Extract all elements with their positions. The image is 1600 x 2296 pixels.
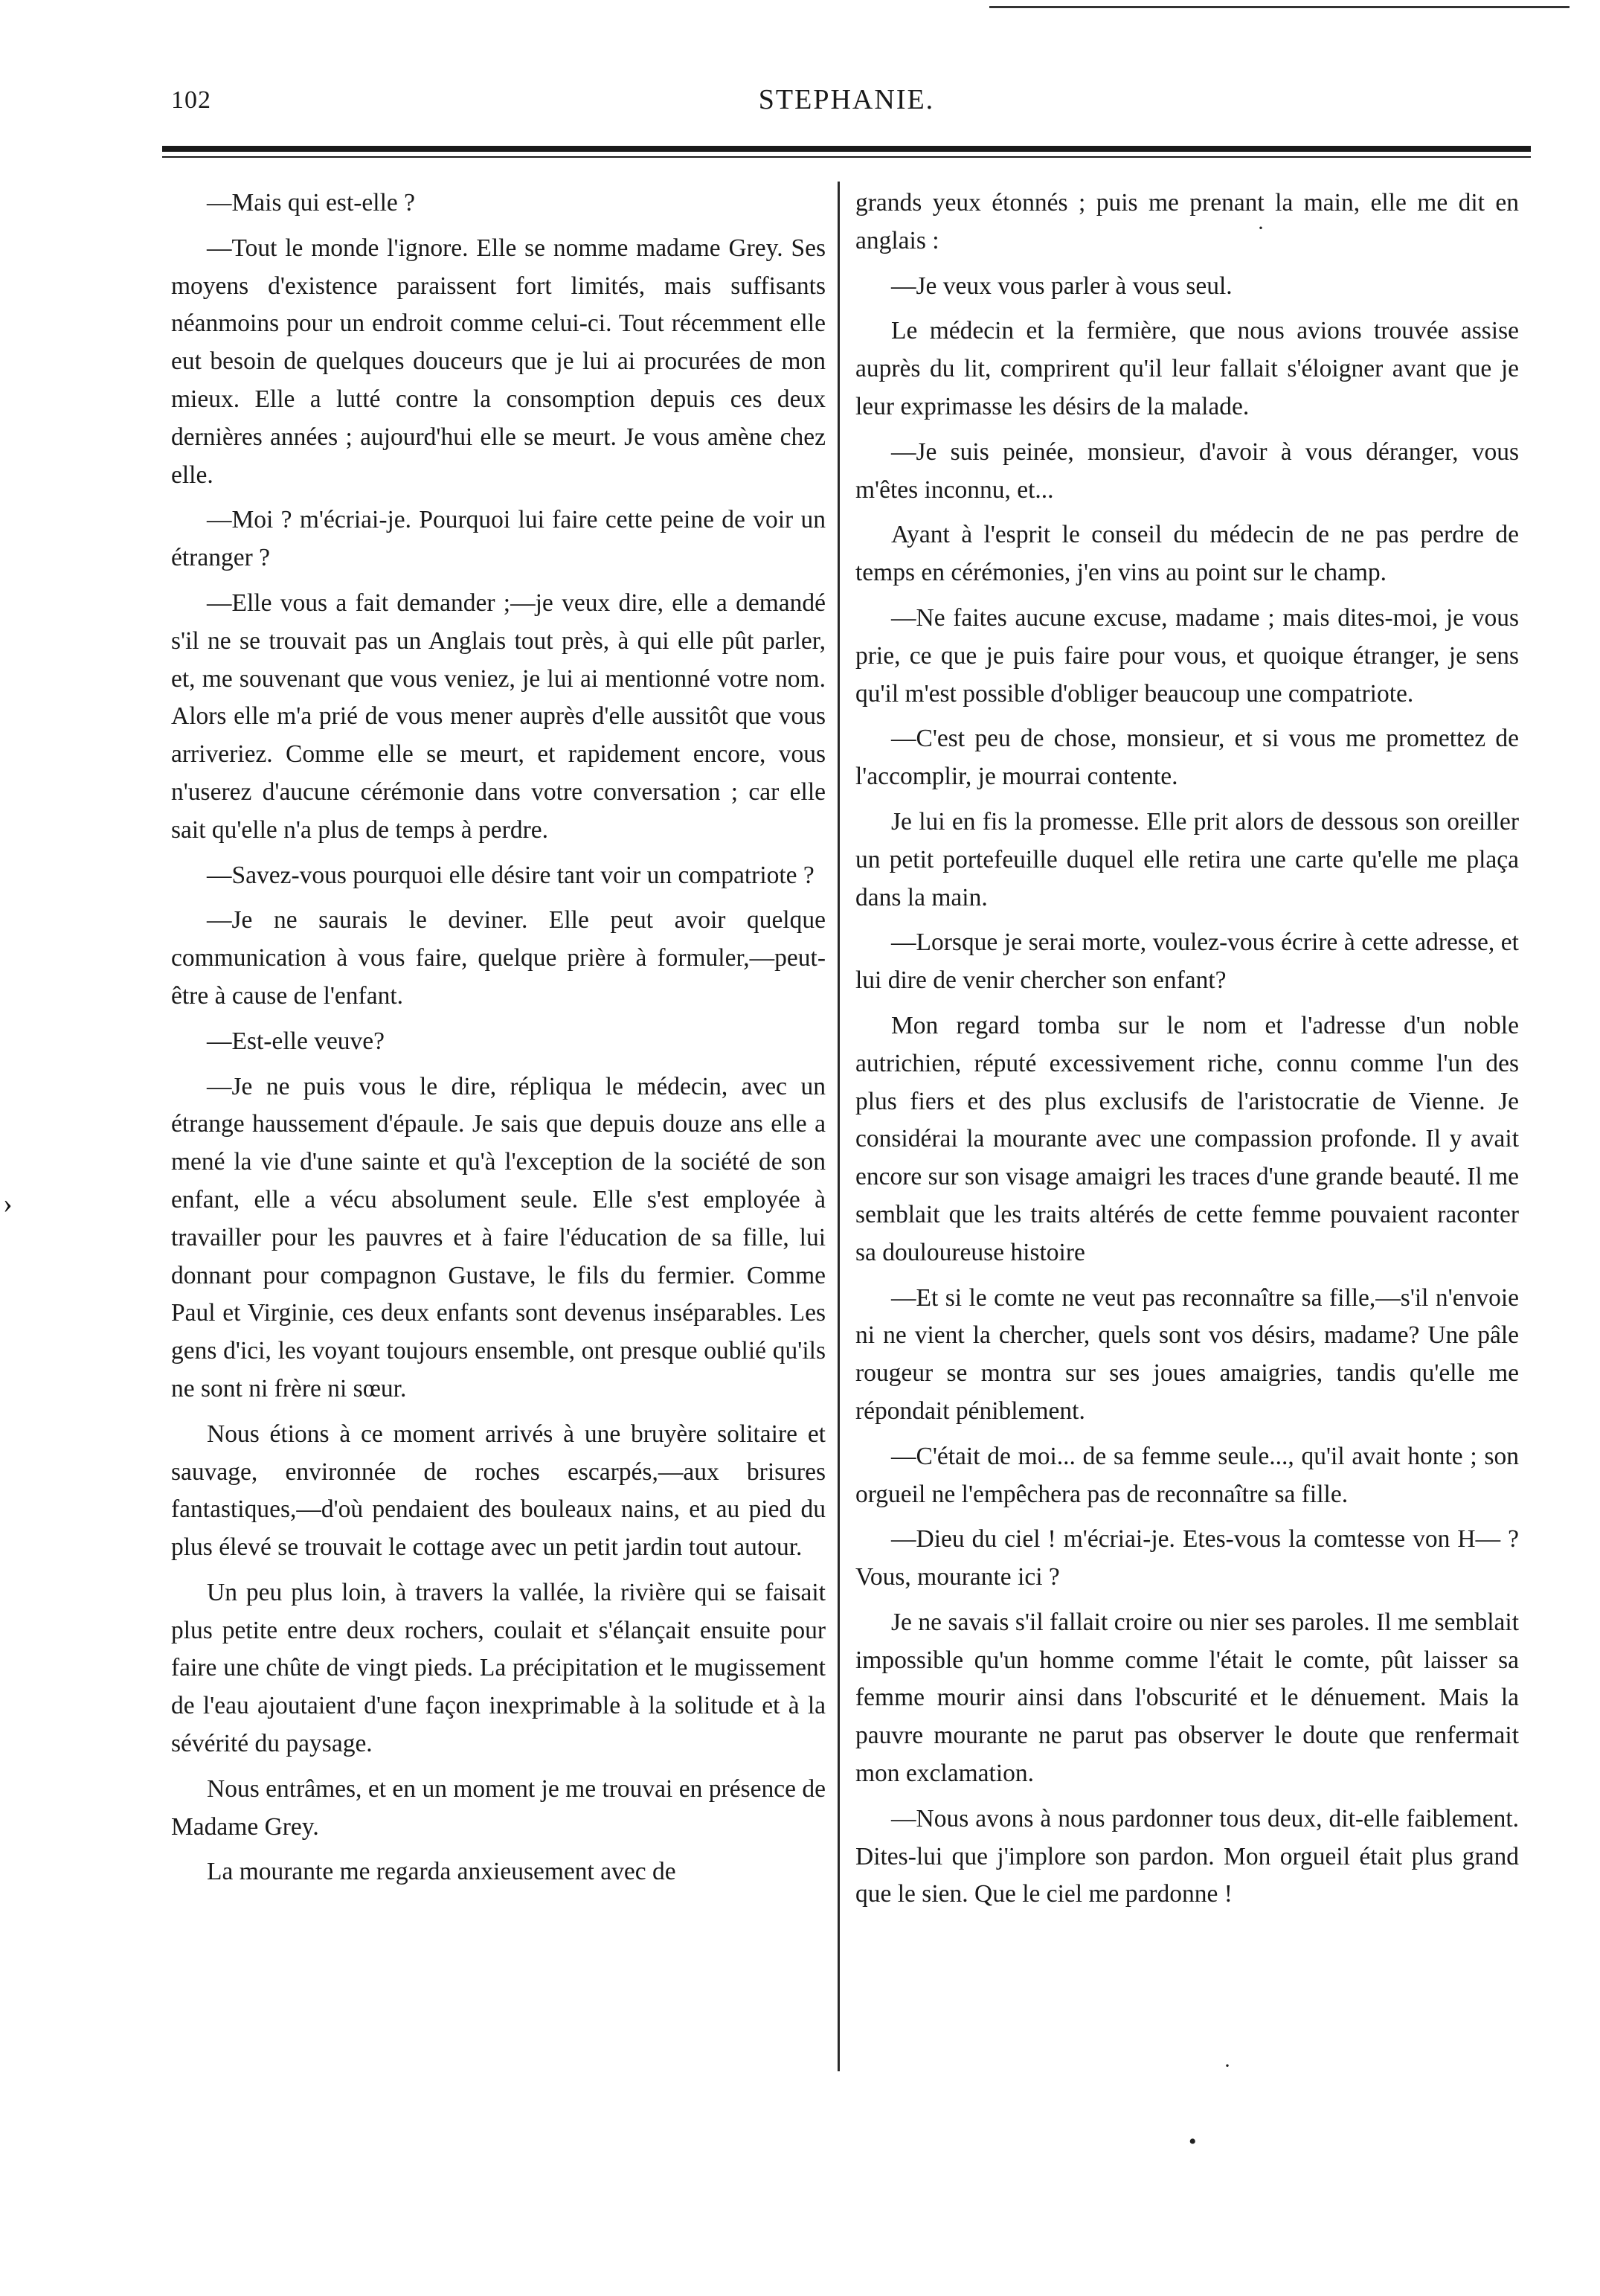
header-rule-thick — [162, 146, 1531, 152]
paragraph: —Nous avons à nous pardonner tous deux, dit-elle faiblement. Dites-lui que j'implore son pardon. Mon orgueil était plus grand que le sien. Que le ciel me pardonne ! — [855, 1804, 1519, 1908]
paragraph: —Lorsque je serai morte, voulez-vous écrire à cette adresse, et lui dire de venir chercher son enfant? — [855, 929, 1519, 995]
paragraph: —Moi ? m'écriai-je. Pourquoi lui faire cette peine de voir un étranger ? — [171, 506, 826, 572]
top-edge-rule — [989, 6, 1570, 8]
page-header — [162, 80, 1531, 125]
paragraph: —Je ne puis vous le dire, répliqua le médecin, avec un étrange haussement d'épaule. Je sais que depuis douze ans elle a mené la vie d'une sainte et qu'à l'exception de la société de son enfant, elle a vécu absolument seule. Elle s'est employée à travailler pour les pauvres et à faire l'éducation de sa fille, lui donnant pour compagnon Gustave, le fils du fermier. Comme Paul et Virginie, ces deux enfants sont devenus inséparables. Les gens d'ici, les voyant toujours ensemble, ont presque oublié qu'ils ne sont ni frère ni sœur. — [171, 1072, 826, 1402]
header-rule-thin — [162, 156, 1531, 158]
paragraph: Nous étions à ce moment arrivés à une bruyère solitaire et sauvage, environnée de roches escarpés,—aux brisures fantastiques,—d'où pendaient des bouleaux nains, et au pied du plus élevé se trouvait le cottage avec un petit jardin tout autour. — [171, 1420, 826, 1562]
speck-mark: · — [1224, 2053, 1231, 2078]
right-column — [855, 185, 1519, 2089]
paragraph: —Elle vous a fait demander ;—je veux dire, elle a demandé s'il ne se trouvait pas un Anglais tout près, à qui elle pût parler, et, me souvenant que vous veniez, je lui ai mentionné votre nom. Alors elle m'a prié de vous mener auprès d'elle aussitôt que vous arriveriez. Comme elle se meurt, et rapidement encore, vous n'userez d'aucune cérémonie dans votre conversation ; car elle sait qu'elle n'a plus de temps à perdre. — [171, 589, 826, 844]
running-title: STEPHANIE. — [758, 84, 935, 115]
paragraph: Je lui en fis la promesse. Elle prit alors de dessous son oreiller un petit portefeuille duquel elle retira une carte qu'elle me plaça dans la main. — [855, 807, 1519, 911]
paragraph: Le médecin et la fermière, que nous avions trouvée assise auprès du lit, comprirent qu'il leur fallait s'éloigner avant que je leur exprimasse les désirs de la malade. — [855, 317, 1519, 420]
paragraph: —Tout le monde l'ignore. Elle se nomme madame Grey. Ses moyens d'existence paraissent fort limités, mais suffisants néanmoins pour un endroit comme celui-ci. Tout récemment elle eut besoin de quelques douceurs que je lui ai procurées de mon mieux. Elle a lutté contre la consomption depuis ces deux dernières années ; aujourd'hui elle se meurt. Je vous amène chez elle. — [171, 234, 826, 489]
page-number: 102 — [171, 86, 211, 114]
paragraph: —Mais qui est-elle ? — [207, 189, 416, 217]
paragraph: —Et si le comte ne veut pas reconnaître sa fille,—s'il n'envoie ni ne vient la chercher, quels sont vos désirs, madame? Une pâle rougeur se montra sur ses joues amaigries, tandis qu'elle me répondait péniblement. — [855, 1283, 1519, 1425]
column-divider — [838, 182, 840, 2071]
paragraph: —Ne faites aucune excuse, madame ; mais dites-moi, je vous prie, ce que je puis faire pour vous, et quoique étranger, je sens qu'il m'est possible d'obliger beaucoup une compatriote. — [855, 603, 1519, 708]
paragraph: —C'était de moi... de sa femme seule..., qu'il avait honte ; son orgueil ne l'empêchera pas de reconnaître sa fille. — [855, 1442, 1519, 1508]
paragraph: —Est-elle veuve? — [207, 1027, 385, 1055]
paragraph: Nous entrâmes, et en un moment je me trouvai en présence de Madame Grey. — [171, 1774, 826, 1841]
paragraph: La mourante me regarda anxieusement avec de — [207, 1858, 676, 1886]
paragraph: Un peu plus loin, à travers la vallée, la rivière qui se faisait plus petite entre deux rochers, coulait et s'élançait ensuite pour faire une chûte de vingt pieds. La précipitation et le mugissement de l'eau ajoutaient d'une façon inexprimable à la solitude et à la sévérité du paysage. — [171, 1578, 826, 1758]
paragraph: —Je veux vous parler à vous seul. — [891, 272, 1233, 300]
left-column — [171, 185, 826, 2089]
paragraph: —Je ne saurais le deviner. Elle peut avoir quelque communication à vous faire, quelque prière à formuler,—peut-être à cause de l'enfant. — [171, 906, 826, 1010]
paragraph: —C'est peu de chose, monsieur, et si vous me promettez de l'accomplir, je mourrai contente. — [855, 725, 1519, 791]
paragraph: —Savez-vous pourquoi elle désire tant voir un compatriote ? — [207, 861, 815, 889]
paragraph: Je ne savais s'il fallait croire ou nier ses paroles. Il me semblait impossible qu'un homme comme l'était le comte, pût laisser sa femme mourir ainsi dans l'obscurité et le dénuement. Mais la pauvre mourante ne parut pas observer le doute que renfermait mon exclamation. — [855, 1608, 1519, 1788]
speck-mark: · — [1257, 216, 1265, 240]
paragraph: Ayant à l'esprit le conseil du médecin de ne pas perdre de temps en cérémonies, j'en vins au point sur le champ. — [855, 521, 1519, 587]
speck-mark: • — [1189, 2129, 1197, 2154]
paragraph: —Dieu du ciel ! m'écriai-je. Etes-vous la comtesse von H— ? Vous, mourante ici ? — [855, 1525, 1519, 1591]
paragraph: grands yeux étonnés ; puis me prenant la main, elle me dit en anglais : — [855, 189, 1519, 254]
paragraph: —Je suis peinée, monsieur, d'avoir à vous déranger, vous m'êtes inconnu, et... — [855, 437, 1519, 504]
paragraph: Mon regard tomba sur le nom et l'adresse d'un noble autrichien, réputé excessivement riche, connu comme l'un des plus fiers et des plus exclusifs de l'aristocratie de Vienne. Je considérai la mourante avec une compassion profonde. Il y avait encore sur son visage amaigri les traces d'une grande beauté. Il me semblait que les traits altérés de cette femme pouvaient raconter sa douloureuse histoire — [855, 1011, 1519, 1266]
margin-mark: › — [3, 1188, 13, 1219]
